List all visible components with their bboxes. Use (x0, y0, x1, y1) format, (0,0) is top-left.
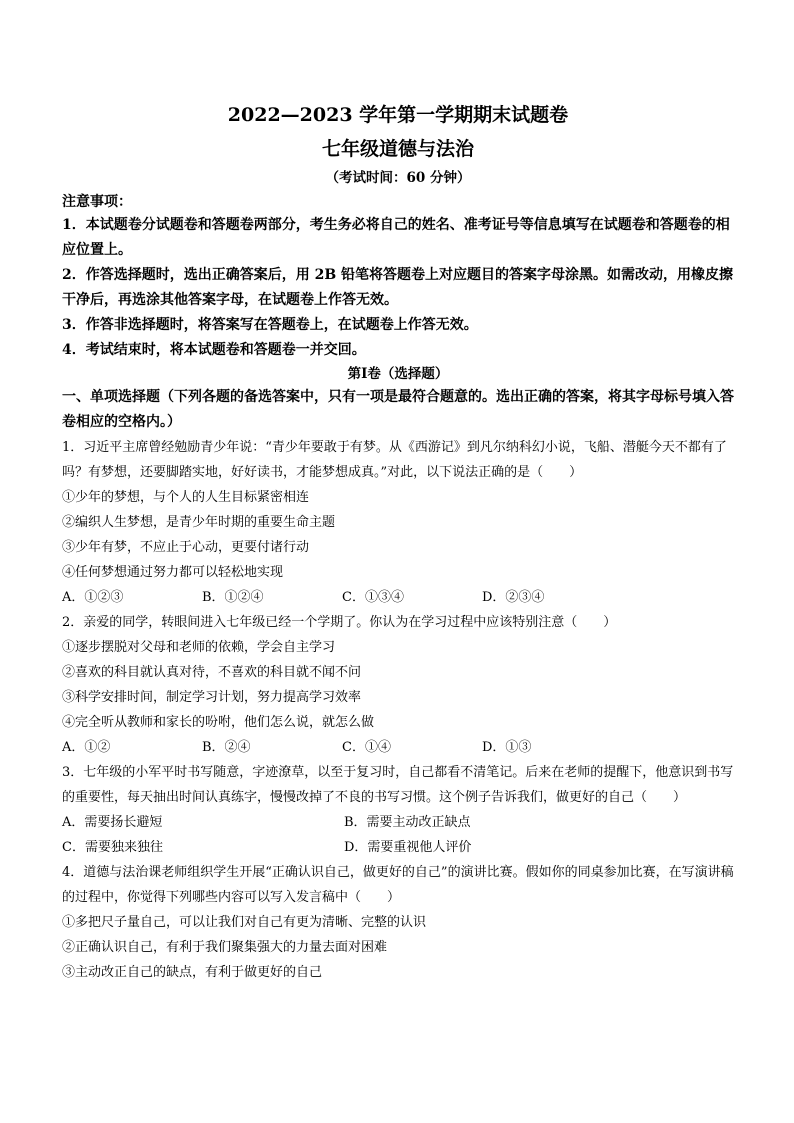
choice-b: B．①②④ (202, 590, 264, 605)
answer-choices (62, 835, 734, 860)
choice-c: C．需要独来独往 (62, 840, 163, 855)
question-stem: 1．习近平主席曾经勉励青少年说：“青少年要敢于有梦。从《西游记》到凡尔纳科幻小说，飞船、潜艇今天不都有了吗？有梦想，还要脚踏实地，好好读书，才能梦想成真。”对此，以下说法正确的是（ ） (62, 440, 727, 480)
exam-time: （考试时间：60 分钟） (325, 170, 471, 186)
note-item: 3．作答非选择题时，将答案写在答题卷上，在试题卷上作答无效。 (62, 317, 478, 333)
notes-heading: 注意事项： (62, 194, 132, 210)
note-item: 4．考试结束时，将本试题卷和答题卷一并交回。 (62, 342, 366, 358)
choice-b: B．需要主动改正缺点 (344, 815, 471, 830)
question-statement: ①多把尺子量自己，可以让我们对自己有更为清晰、完整的认识 (62, 915, 427, 930)
question-statement: ②正确认识自己，有利于我们聚集强大的力量去面对困难 (62, 940, 388, 955)
choice-b: B．②④ (202, 740, 251, 755)
answer-choices (62, 810, 734, 835)
question-statement: ②编织人生梦想，是青少年时期的重要生命主题 (62, 515, 336, 530)
question-statement: ③主动改正自己的缺点，有利于做更好的自己 (62, 965, 323, 980)
choice-d: D．需要重视他人评价 (344, 840, 472, 855)
question-statement: ④任何梦想通过努力都可以轻松地实现 (62, 565, 284, 580)
choice-d: D．①③ (482, 740, 532, 755)
choice-a: A．①② (62, 740, 111, 755)
choice-a: A．①②③ (62, 590, 124, 605)
choice-a: A．需要扬长避短 (62, 815, 163, 830)
exam-page (62, 90, 734, 985)
question-statement: ②喜欢的科目就认真对待，不喜欢的科目就不闻不问 (62, 665, 362, 680)
exam-title: 2022—2023 学年第一学期期末试题卷 (227, 104, 569, 126)
choice-d: D．②③④ (482, 590, 545, 605)
choice-c: C．①④ (342, 740, 391, 755)
question-stem: 4．道德与法治课老师组织学生开展“正确认识自己，做更好的自己”的演讲比赛。假如你的同桌参加比赛，在写演讲稿的过程中，你觉得下列哪些内容可以写入发言稿中（ ） (62, 865, 734, 905)
choice-c: C．①③④ (342, 590, 404, 605)
question-statement: ③少年有梦，不应止于心动，更要付诸行动 (62, 540, 310, 555)
question-statement: ①逐步摆脱对父母和老师的依赖，学会自主学习 (62, 640, 336, 655)
note-item: 2．作答选择题时，选出正确答案后，用 2B 铅笔将答题卷上对应题目的答案字母涂黑。如需改动，用橡皮擦干净后，再选涂其他答案字母，在试题卷上作答无效。 (62, 267, 734, 308)
answer-choices (62, 735, 734, 760)
note-item: 1．本试题卷分试题卷和答题卷两部分，考生务必将自己的姓名、准考证号等信息填写在试题卷和答题卷的相应位置上。 (62, 217, 730, 258)
question-statement: ①少年的梦想，与个人的人生目标紧密相连 (62, 490, 310, 505)
question-statement: ④完全听从教师和家长的吩咐，他们怎么说，就怎么做 (62, 715, 375, 730)
question-stem: 3．七年级的小军平时书写随意，字迹潦草，以至于复习时，自己都看不清笔记。后来在老师的提醒下，他意识到书写的重要性，每天抽出时间认真练字，慢慢改掉了不良的书写习惯。这个例子告诉我们，做更好的自己（ ） (62, 765, 734, 805)
answer-choices (62, 585, 734, 610)
volume-title: 第Ⅰ卷（选择题） (347, 366, 449, 382)
section-title: 一、单项选择题（下列各题的备选答案中，只有一项是最符合题意的。选出正确的答案，将其字母标号填入答卷相应的空格内。） (62, 389, 734, 430)
question-stem: 2．亲爱的同学，转眼间进入七年级已经一个学期了。你认为在学习过程中应该特别注意（ ） (62, 615, 617, 630)
question-statement: ③科学安排时间，制定学习计划，努力提高学习效率 (62, 690, 362, 705)
exam-subtitle: 七年级道德与法治 (321, 138, 474, 160)
